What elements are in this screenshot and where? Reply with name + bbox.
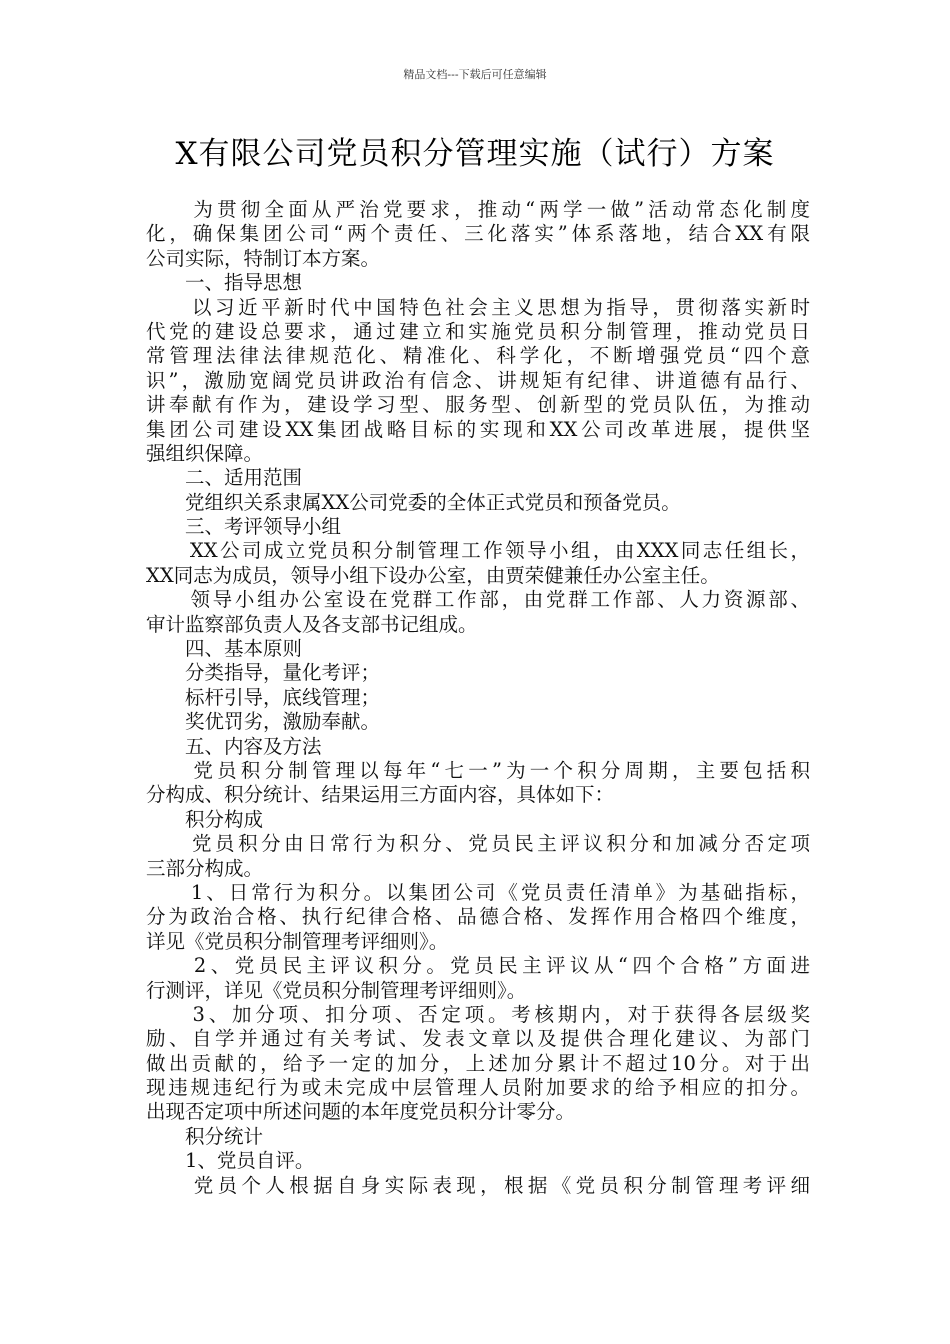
document-body	[146, 198, 810, 1198]
text-line: 五、内容及方法	[146, 734, 322, 758]
text-line: 1、党员自评。	[146, 1149, 315, 1173]
text-line: 积分构成	[146, 807, 264, 831]
text-line: 二、适用范围	[146, 466, 303, 490]
text-line: 党员积分由日常行为积分、党员民主评议积分和加减分否定项	[146, 832, 810, 856]
text-line: 3、加分项、扣分项、否定项。考核期内，对于获得各层级奖	[146, 1002, 810, 1026]
text-line: 常管理法律法律规范化、精准化、科学化，不断增强党员“四个意	[146, 344, 810, 368]
text-line: 识”，激励宽阔党员讲政治有信念、讲规矩有纪律、讲道德有品行、	[146, 368, 810, 392]
text-line: 以习近平新时代中国特色社会主义思想为指导，贯彻落实新时	[146, 295, 810, 319]
text-line: 积分统计	[146, 1124, 264, 1148]
text-line: 党员个人根据自身实际表现，根据《党员积分制管理考评细	[146, 1173, 810, 1197]
text-line: 强组织保障。	[146, 441, 264, 465]
text-line: 化，确保集团公司“两个责任、三化落实”体系落地，结合XX有限	[146, 222, 810, 246]
text-line: 分类指导，量化考评；	[146, 661, 381, 685]
text-line: 四、基本原则	[146, 637, 303, 661]
text-line: 详见《党员积分制管理考评细则》。	[146, 929, 449, 953]
text-line: 行测评，详见《党员积分制管理考评细则》。	[146, 978, 527, 1002]
text-line: 标杆引导，底线管理；	[146, 685, 381, 709]
text-line: 集团公司建设XX集团战略目标的实现和XX公司改革进展，提供坚	[146, 417, 810, 441]
text-line: 三、考评领导小组	[146, 515, 342, 539]
text-line: XX公司成立党员积分制管理工作领导小组，由XXX同志任组长，	[146, 539, 810, 563]
text-line: 审计监察部负责人及各支部书记组成。	[146, 612, 478, 636]
text-line: 公司实际，特制订本方案。	[146, 246, 381, 270]
text-line: 为贯彻全面从严治党要求，推动“两学一做”活动常态化制度	[146, 198, 810, 221]
text-line: 奖优罚劣，激励奉献。	[146, 710, 381, 734]
text-line: 2、党员民主评议积分。党员民主评议从“四个合格”方面进	[146, 954, 810, 978]
text-line: 党组织关系隶属XX公司党委的全体正式党员和预备党员。	[146, 490, 681, 514]
text-line: 一、指导思想	[146, 271, 303, 295]
text-line: 1、日常行为积分。以集团公司《党员责任清单》为基础指标，	[146, 880, 810, 904]
text-line: 出现否定项中所述问题的本年度党员积分计零分。	[146, 1100, 576, 1124]
text-line: 三部分构成。	[146, 856, 264, 880]
document-title: X有限公司党员积分管理实施（试行）方案	[175, 136, 775, 172]
text-line: 分构成、积分统计、结果运用三方面内容，具体如下：	[146, 783, 615, 807]
text-line: XX同志为成员，领导小组下设办公室，由贾荣健兼任办公室主任。	[146, 563, 720, 587]
text-line: 代党的建设总要求，通过建立和实施党员积分制管理，推动党员日	[146, 319, 810, 343]
text-line: 党员积分制管理以每年“七一”为一个积分周期，主要包括积	[146, 758, 810, 782]
text-line: 领导小组办公室设在党群工作部，由党群工作部、人力资源部、	[146, 588, 810, 612]
text-line: 讲奉献有作为，建设学习型、服务型、创新型的党员队伍，为推动	[146, 393, 810, 417]
text-line: 现违规违纪行为或未完成中层管理人员附加要求的给予相应的扣分。	[146, 1076, 810, 1100]
text-line: 分为政治合格、执行纪律合格、品德合格、发挥作用合格四个维度，	[146, 905, 810, 929]
page-header: 精品文档---下载后可任意编辑	[403, 68, 547, 81]
text-line: 做出贡献的，给予一定的加分，上述加分累计不超过10分。对于出	[146, 1051, 810, 1075]
text-line: 励、自学并通过有关考试、发表文章以及提供合理化建议、为部门	[146, 1027, 810, 1051]
